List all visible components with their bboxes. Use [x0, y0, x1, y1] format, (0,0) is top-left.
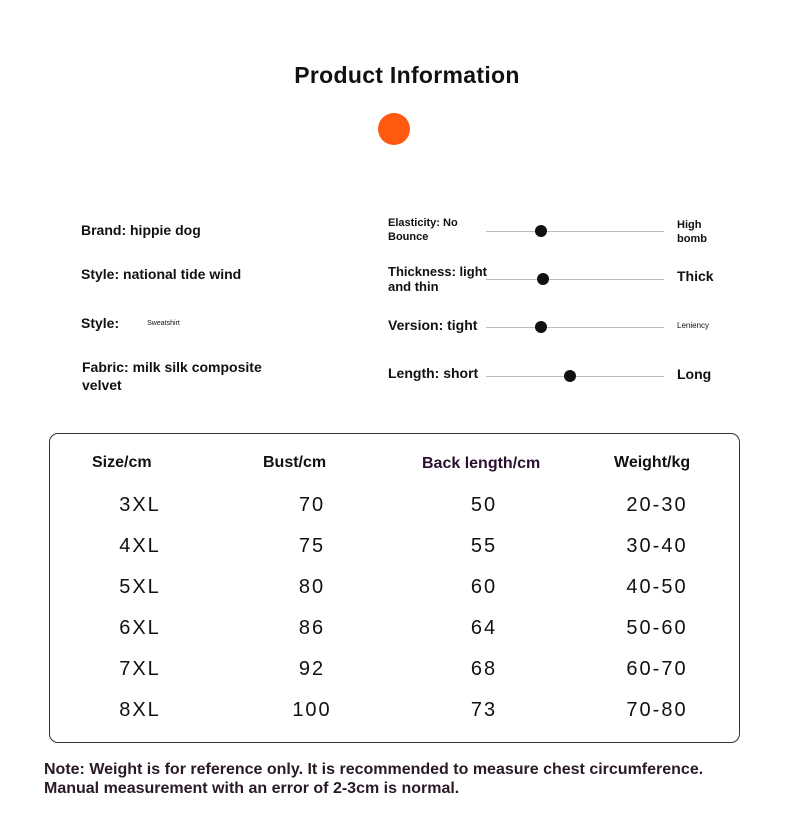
table-cell: 100: [292, 699, 332, 721]
thickness-left-label: Thickness: light and thin: [388, 264, 487, 294]
elasticity-track: [486, 231, 664, 232]
table-cell: 68: [470, 658, 498, 680]
version-track: [486, 327, 664, 328]
thickness-right-label: Thick: [677, 268, 714, 284]
table-cell: 92: [298, 658, 326, 680]
style-type-value: Sweatshirt: [147, 320, 180, 328]
table-cell: 64: [470, 617, 498, 639]
fabric-attribute: Fabric: milk silk composite velvet: [82, 359, 262, 393]
table-cell: 3XL: [119, 494, 161, 516]
table-cell: 86: [298, 617, 326, 639]
length-knob: [564, 370, 576, 382]
header-back-length: Back length/cm: [422, 455, 541, 472]
header-size: Size/cm: [92, 454, 152, 471]
length-track: [486, 376, 664, 377]
version-left-label: Version: tight: [388, 317, 478, 333]
elasticity-right-label: High bomb: [677, 219, 707, 245]
table-cell: 7XL: [119, 658, 161, 680]
style-attribute: Style: national tide wind: [81, 266, 242, 282]
table-cell: 4XL: [119, 535, 161, 557]
table-cell: 75: [298, 535, 326, 557]
note: [44, 760, 784, 798]
style-type-label: Style:: [81, 315, 120, 331]
brand-attribute: Brand: hippie dog: [81, 222, 201, 238]
table-cell: 30-40: [626, 535, 688, 557]
thickness-track: [486, 279, 664, 280]
table-cell: 8XL: [119, 699, 161, 721]
length-right-label: Long: [677, 366, 712, 382]
version-knob: [535, 321, 547, 333]
style-type-attribute: [81, 314, 180, 333]
elasticity-left-label: Elasticity: No Bounce: [388, 217, 458, 243]
table-cell: 80: [298, 576, 326, 598]
accent-dot: [378, 113, 410, 145]
version-right-label: Leniency: [677, 321, 710, 330]
header-weight: Weight/kg: [614, 454, 691, 471]
table-cell: 50: [470, 494, 498, 516]
table-cell: 20-30: [626, 494, 688, 516]
table-cell: 55: [470, 535, 498, 557]
page-title: Product Information: [294, 62, 520, 88]
table-cell: 73: [470, 699, 498, 721]
note-line-2: Manual measurement with an error of 2-3cm is normal.: [44, 780, 460, 797]
table-cell: 6XL: [119, 617, 161, 639]
table-cell: 5XL: [119, 576, 161, 598]
table-cell: 40-50: [626, 576, 688, 598]
table-cell: 60: [470, 576, 498, 598]
header-bust: Bust/cm: [263, 454, 327, 471]
table-cell: 70-80: [626, 699, 688, 721]
table-cell: 60-70: [626, 658, 688, 680]
table-cell: 50-60: [626, 617, 688, 639]
note-line-1: Note: Weight is for reference only. It is recommended to measure chest circumference.: [44, 761, 704, 778]
elasticity-knob: [535, 225, 547, 237]
length-left-label: Length: short: [388, 365, 479, 381]
thickness-knob: [537, 273, 549, 285]
table-cell: 70: [298, 494, 326, 516]
